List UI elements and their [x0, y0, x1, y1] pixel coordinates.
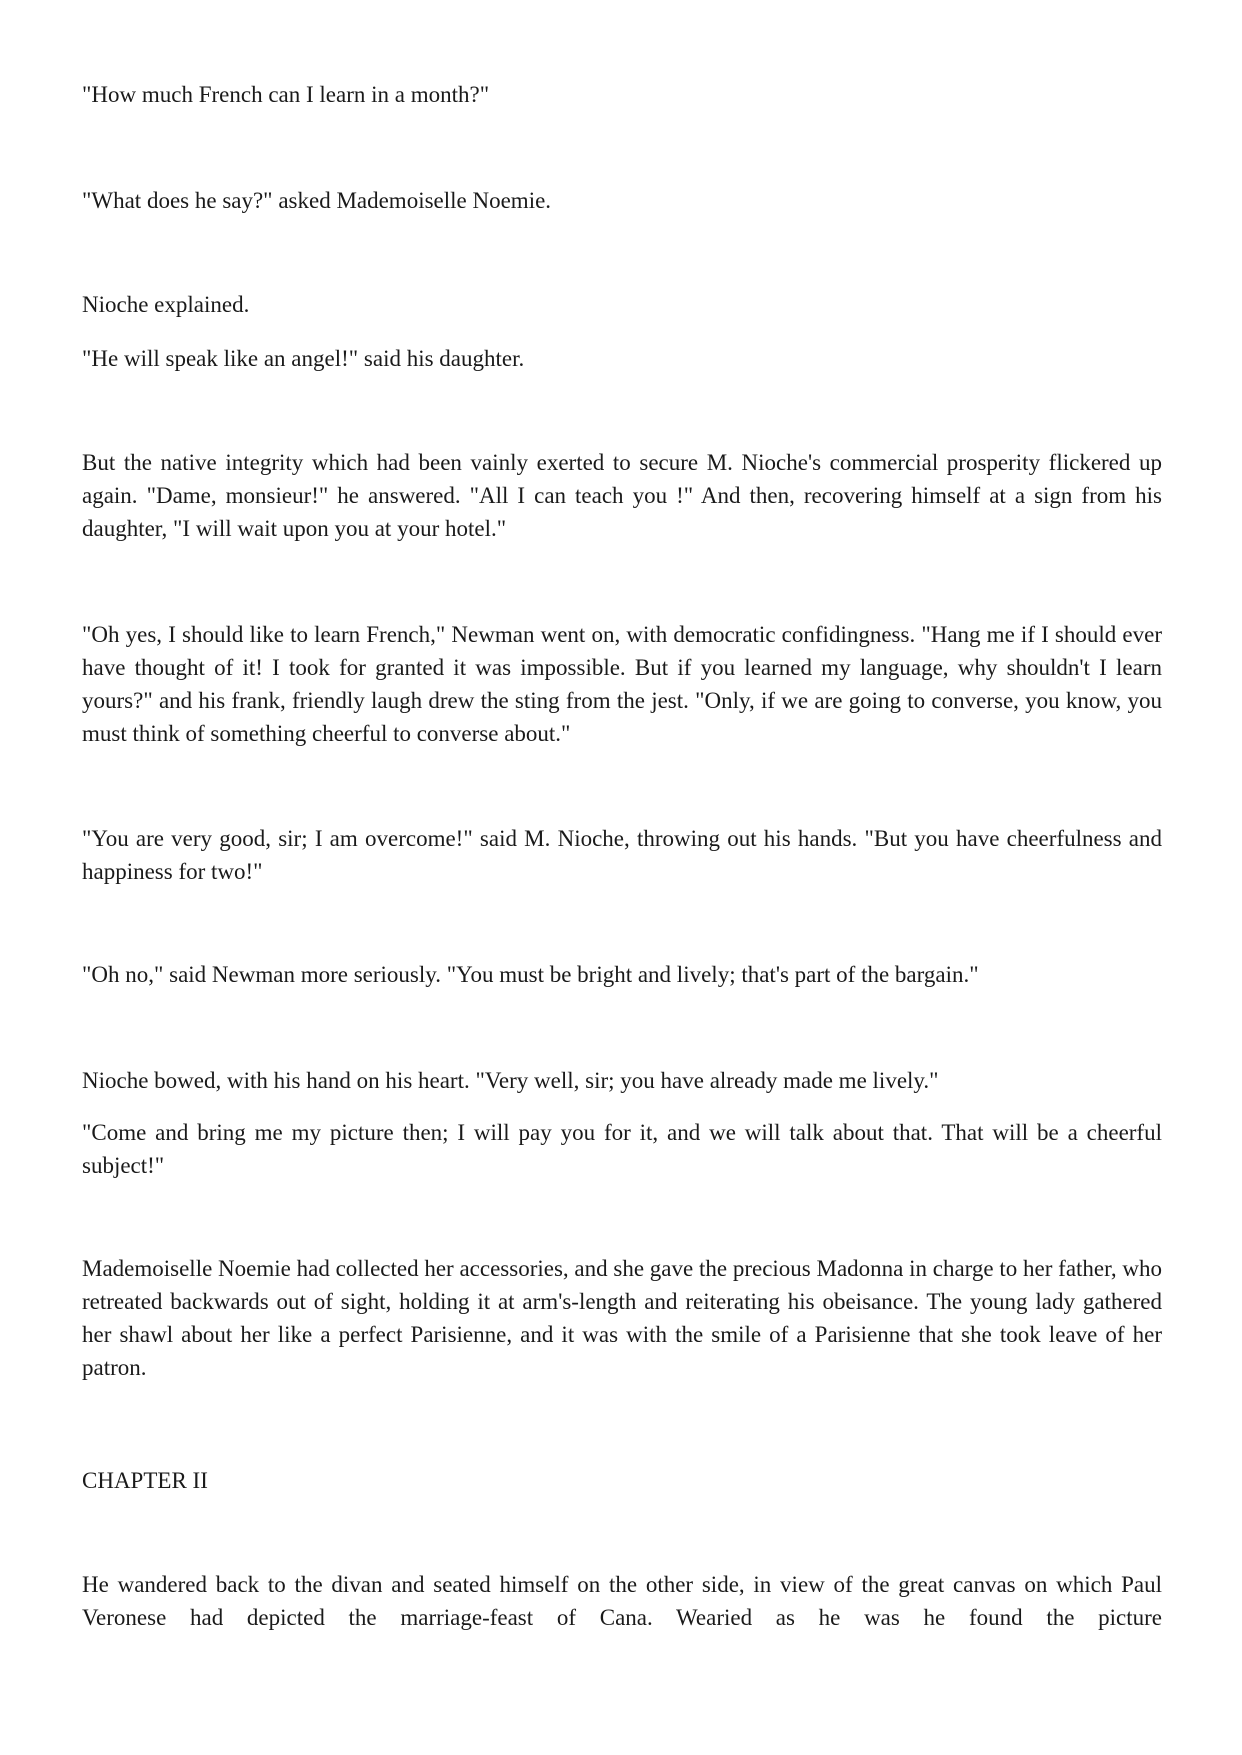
paragraph-7: "You are very good, sir; I am overcome!" said M. Nioche, throwing out his hands. "But you have cheerfulness and happiness for two!": [82, 826, 1162, 884]
chapter-heading: CHAPTER II: [82, 1468, 208, 1493]
paragraph-5: But the native integrity which had been vainly exerted to secure M. Nioche's commercial prosperity flickered up again. "Dame, monsieur!" he answered. "All I can teach you !" And then, recovering himself at a sign from his daughter, "I will wait upon you at your hotel.": [82, 450, 1162, 541]
paragraph-11: Mademoiselle Noemie had collected her accessories, and she gave the precious Madonna in charge to her father, who retreated backwards out of sight, holding it at arm's-length and reiterating his obeisance. The young lady gathered her shawl about her like a perfect Parisienne, and it was with the smile of a Parisienne that she took leave of her patron.: [82, 1256, 1162, 1380]
paragraph-1: "How much French can I learn in a month?": [82, 82, 490, 107]
paragraph-3: Nioche explained.: [82, 292, 250, 317]
paragraph-6: "Oh yes, I should like to learn French," Newman went on, with democratic confidingness. "Hang me if I should ever have thought of it! I took for granted it was impossible. But if you learned my language, why shouldn't I learn yours?" and his frank, friendly laugh drew the sting from the jest. "Only, if we are going to converse, you know, you must think of something cheerful to converse about.": [82, 622, 1162, 746]
paragraph-9: Nioche bowed, with his hand on his heart. "Very well, sir; you have already made me lively.": [82, 1068, 939, 1093]
paragraph-10: "Come and bring me my picture then; I will pay you for it, and we will talk about that. That will be a cheerful subject!": [82, 1120, 1162, 1178]
paragraph-8: "Oh no," said Newman more seriously. "You must be bright and lively; that's part of the bargain.": [82, 962, 979, 987]
final-paragraph: He wandered back to the divan and seated himself on the other side, in view of the great canvas on which Paul Veronese had depicted the marriage-feast of Cana. Wearied as he was he found the picture: [82, 1572, 1162, 1630]
paragraph-2: "What does he say?" asked Mademoiselle Noemie.: [82, 188, 552, 213]
paragraph-4: "He will speak like an angel!" said his daughter.: [82, 346, 525, 371]
